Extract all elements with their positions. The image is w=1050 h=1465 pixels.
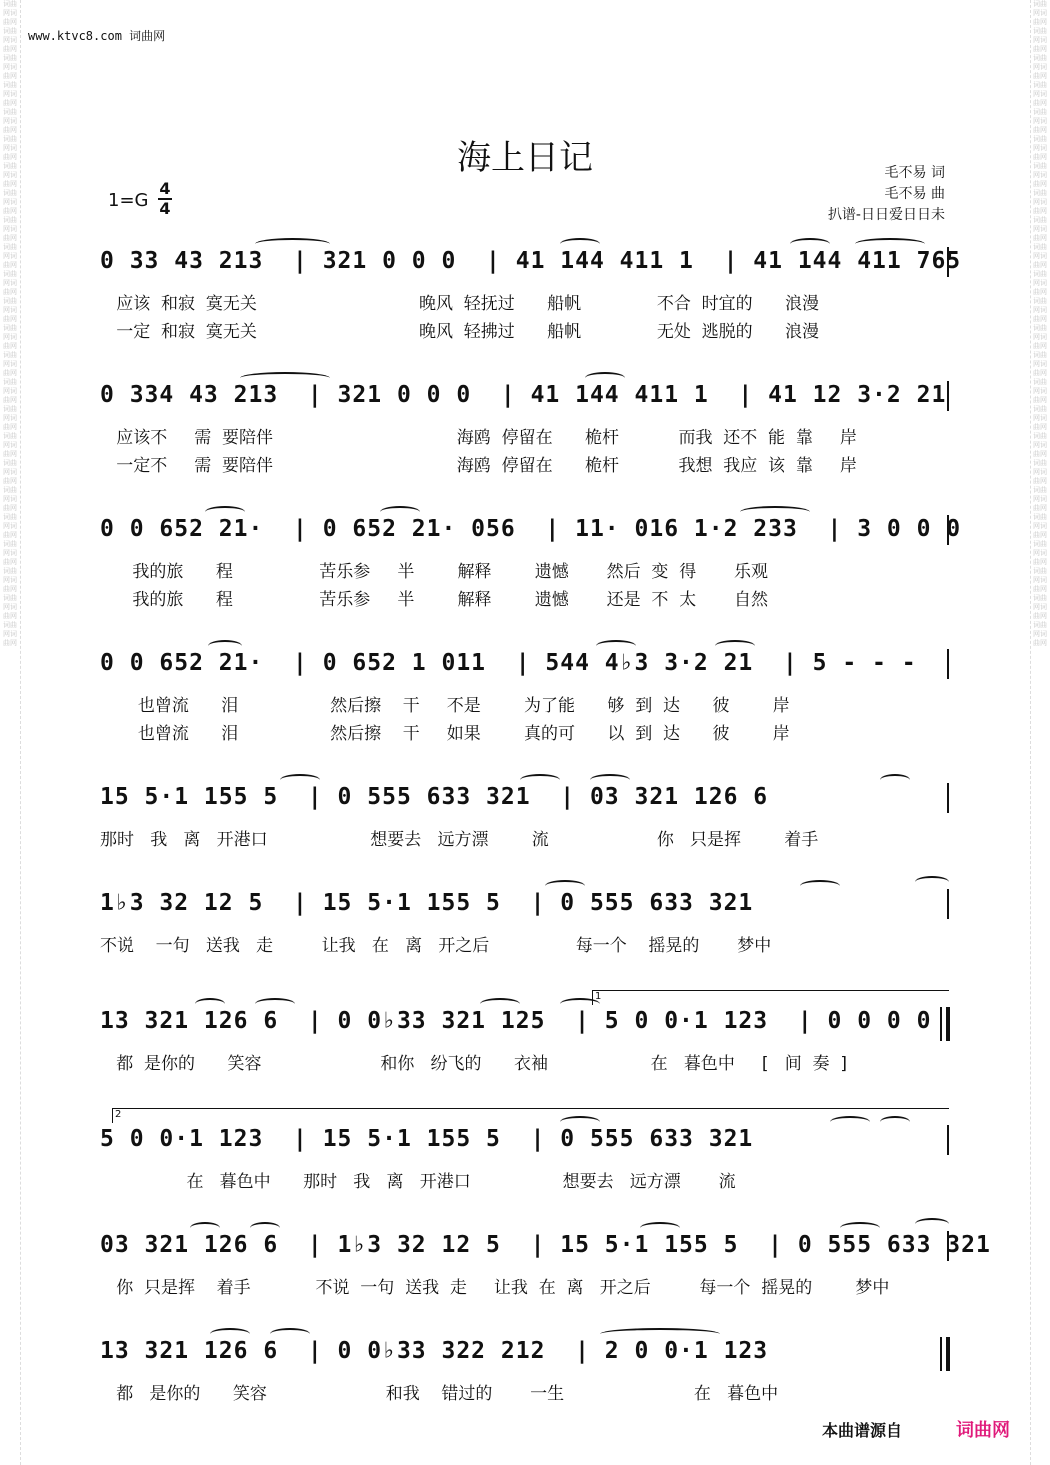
- slur: [596, 640, 636, 652]
- notation-line: 0 33 43 213 | 321 0 0 0 | 41 144 411 1 | 41 144 411 765: [100, 248, 962, 274]
- slur: [830, 1116, 870, 1128]
- slur: [250, 1222, 280, 1234]
- slur: [740, 506, 810, 518]
- slur: [208, 640, 242, 652]
- lyric-line: 一定不 需 要陪伴 海鸥 停留在 桅杆 我想 我应 该 靠 岸: [100, 456, 857, 476]
- slur: [280, 774, 320, 786]
- slur: [840, 1222, 880, 1234]
- slur: [520, 774, 560, 786]
- first-ending-bracket: 1: [592, 990, 949, 1005]
- slur: [560, 1116, 600, 1128]
- side-divider-right: [1030, 0, 1031, 1465]
- bar-line: [947, 381, 949, 411]
- slur: [240, 372, 330, 384]
- slur: [585, 372, 625, 384]
- slur: [715, 640, 755, 652]
- slur: [800, 880, 840, 892]
- bar-line: [947, 783, 949, 813]
- second-ending-bracket: 2: [112, 1108, 949, 1123]
- source-note: 本曲谱源自: [821, 1421, 902, 1440]
- lyric-line: 你 只是挥 着手 不说 一句 送我 走 让我 在 离 开之后 每一个 摇晃的 梦中: [100, 1278, 890, 1298]
- slur: [600, 1328, 720, 1340]
- lyric-line: 我的旅 程 苦乐参 半 解释 遗憾 然后 变 得 乐观: [100, 562, 769, 582]
- lyric-line: 也曾流 泪 然后擦 干 不是 为了能 够 到 达 彼 岸: [100, 696, 790, 716]
- key-signature: 1=G: [108, 190, 149, 211]
- slur: [915, 876, 949, 888]
- notation-line: 03 321 126 6 | 1♭3 32 12 5 | 15 5·1 155 5 | 0 555 633 321: [100, 1232, 991, 1258]
- slur: [790, 238, 830, 250]
- slur: [880, 1116, 910, 1128]
- lyric-line: 都 是你的 笑容 和你 纷飞的 衣袖 在 暮色中 [ 间 奏 ]: [100, 1054, 847, 1074]
- side-watermark-right: 词曲网词曲网词曲网词曲网词曲网词曲网词曲网词曲网词曲网词曲网词曲网词曲网词曲网词曲网词曲网词曲网词曲网词曲网词曲网词曲网词曲网词曲网词曲网词曲网词曲网词曲网词曲网词曲网词曲网词曲网词曲网词曲网词曲网词曲网词曲网词曲网词曲网词曲网词曲网词曲网词曲网词曲网词曲网词曲网词曲网词曲网词曲网词曲网: [1033, 0, 1047, 647]
- lyric-line: 应该不 需 要陪伴 海鸥 停留在 桅杆 而我 还不 能 靠 岸: [100, 428, 857, 448]
- slur: [255, 998, 295, 1010]
- song-title: 海上日记: [457, 138, 593, 178]
- notation-line: 13 321 126 6 | 0 0♭33 322 212 | 2 0 0·1 123: [100, 1338, 769, 1364]
- lyric-line: 一定 和寂 寞无关 晚风 轻拂过 船帆 无处 逃脱的 浪漫: [100, 322, 820, 342]
- notation-line: 0 334 43 213 | 321 0 0 0 | 41 144 411 1 | 41 12 3·2 21: [100, 382, 947, 408]
- bar-line: [947, 1125, 949, 1155]
- slur: [190, 1222, 220, 1234]
- slur: [270, 1328, 310, 1340]
- slur: [915, 1218, 949, 1230]
- notation-line: 1♭3 32 12 5 | 15 5·1 155 5 | 0 555 633 321: [100, 890, 754, 916]
- time-bottom: 4: [159, 199, 171, 218]
- side-divider-left: [20, 0, 21, 1465]
- side-watermark-left: 词曲网词曲网词曲网词曲网词曲网词曲网词曲网词曲网词曲网词曲网词曲网词曲网词曲网词曲网词曲网词曲网词曲网词曲网词曲网词曲网词曲网词曲网词曲网词曲网词曲网词曲网词曲网词曲网词曲网词曲网词曲网词曲网词曲网词曲网词曲网词曲网词曲网词曲网词曲网词曲网词曲网词曲网词曲网词曲网词曲网词曲网词曲网词曲网: [3, 0, 17, 647]
- slur: [380, 506, 420, 518]
- notation-line: 0 0 652 21· | 0 652 21· 056 | 11· 016 1·2 233 | 3 0 0 0: [100, 516, 962, 542]
- brand-logo: 词曲网: [956, 1420, 1010, 1441]
- notation-line: 0 0 652 21· | 0 652 1 011 | 544 4♭3 3·2 21 | 5 - - -: [100, 650, 917, 676]
- repeat-end-bar: [940, 1007, 950, 1041]
- slur: [195, 998, 225, 1010]
- lyric-line: 在 暮色中 那时 我 离 开港口 想要去 远方漂 流: [100, 1172, 736, 1192]
- slur: [640, 1222, 680, 1234]
- final-bar: [940, 1337, 950, 1371]
- composer-credit: 毛不易 曲: [884, 186, 945, 202]
- lyric-line: 应该 和寂 寞无关 晚风 轻抚过 船帆 不合 时宜的 浪漫: [100, 294, 820, 314]
- lyric-line: 也曾流 泪 然后擦 干 如果 真的可 以 到 达 彼 岸: [100, 724, 790, 744]
- bar-line: [947, 515, 949, 545]
- bar-line: [947, 889, 949, 919]
- slur: [205, 506, 245, 518]
- time-top: 4: [159, 179, 171, 198]
- slur: [255, 238, 330, 250]
- site-url: www.ktvc8.com 词曲网: [28, 29, 166, 43]
- lyric-line: 我的旅 程 苦乐参 半 解释 遗憾 还是 不 太 自然: [100, 590, 769, 610]
- slur: [560, 238, 600, 250]
- notation-line: 5 0 0·1 123 | 15 5·1 155 5 | 0 555 633 321: [100, 1126, 754, 1152]
- notation-line: 13 321 126 6 | 0 0♭33 321 125 | 5 0 0·1 123 | 0 0 0 0: [100, 1008, 932, 1034]
- slur: [210, 1328, 250, 1340]
- lyric-line: 不说 一句 送我 走 让我 在 离 开之后 每一个 摇晃的 梦中: [100, 936, 772, 956]
- slur: [480, 998, 520, 1010]
- notation-line: 15 5·1 155 5 | 0 555 633 321 | 03 321 126 6: [100, 784, 769, 810]
- slur: [545, 880, 585, 892]
- transcriber-credit: 扒谱-日日爱日日未: [827, 207, 945, 223]
- slur: [590, 774, 630, 786]
- lyric-line: 都 是你的 笑容 和我 错过的 一生 在 暮色中: [100, 1384, 779, 1404]
- lyricist-credit: 毛不易 词: [884, 165, 945, 181]
- slur: [855, 238, 925, 250]
- bar-line: [947, 649, 949, 679]
- bar-line: [947, 247, 949, 277]
- lyric-line: 那时 我 离 开港口 想要去 远方漂 流 你 只是挥 着手: [100, 830, 819, 850]
- slur: [880, 774, 910, 786]
- time-signature: [158, 180, 172, 218]
- bar-line: [947, 1231, 949, 1261]
